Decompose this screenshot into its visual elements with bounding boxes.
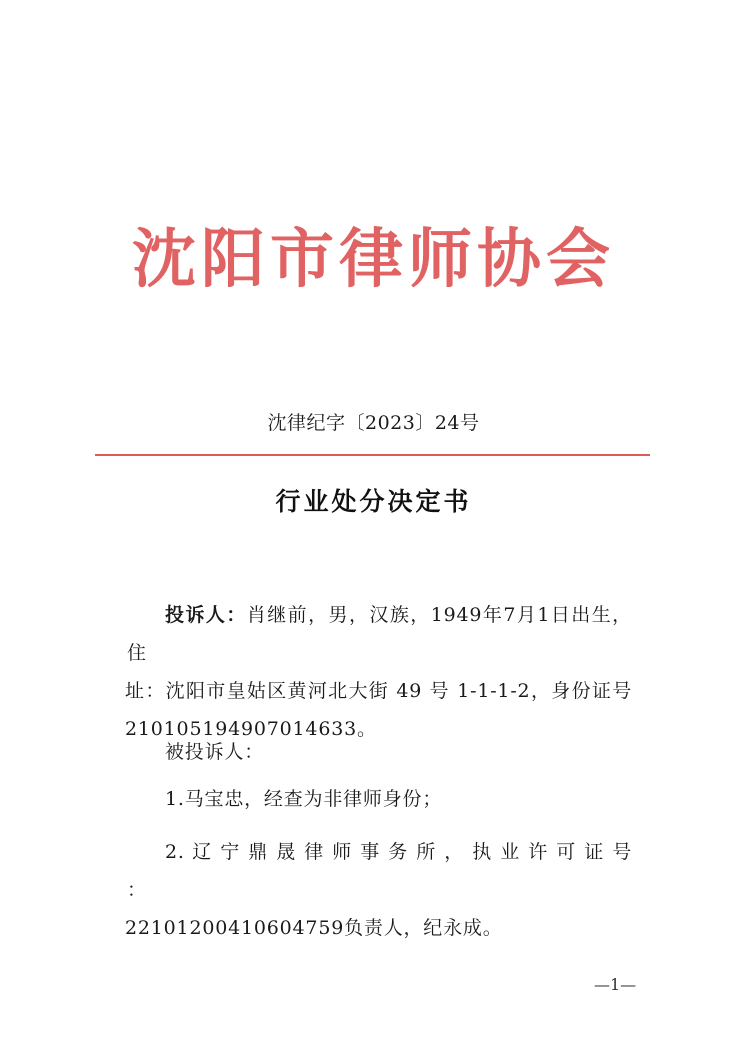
complainant-section (127, 596, 632, 748)
respondent-item-1: 1.马宝忠，经查为非律师身份； (165, 788, 443, 810)
document-title: 行业处分决定书 (275, 487, 472, 516)
respondent-item-2-line-1: 2. 辽 宁 鼎 晟 律 师 事 务 所 ， 执 业 许 可 证 号 ： (127, 841, 632, 901)
respondents-label: 被投诉人： (165, 741, 265, 763)
respondents-heading (127, 733, 632, 771)
complainant-line-2: 址：沈阳市皇姑区黄河北大街 49 号 1-1-1-2，身份证号 (125, 680, 632, 702)
complainant-label: 投诉人： (165, 604, 247, 626)
page-number: —1— (594, 975, 637, 994)
complainant-details-1: 肖继前，男，汉族，1949年7月1日出生，住 (127, 604, 632, 664)
respondent-item-2-line-2: 22101200410604759负责人，纪永成。 (125, 917, 503, 939)
complainant-line-3: 210105194907014633。 (125, 718, 377, 740)
document-number: 沈律纪字〔2023〕24号 (267, 412, 480, 434)
respondent-2 (127, 833, 632, 947)
respondent-1 (127, 780, 632, 818)
letterhead-title: 沈阳市律师协会 (132, 222, 615, 297)
complainant-line-1 (127, 596, 632, 672)
red-divider-line (95, 454, 650, 456)
